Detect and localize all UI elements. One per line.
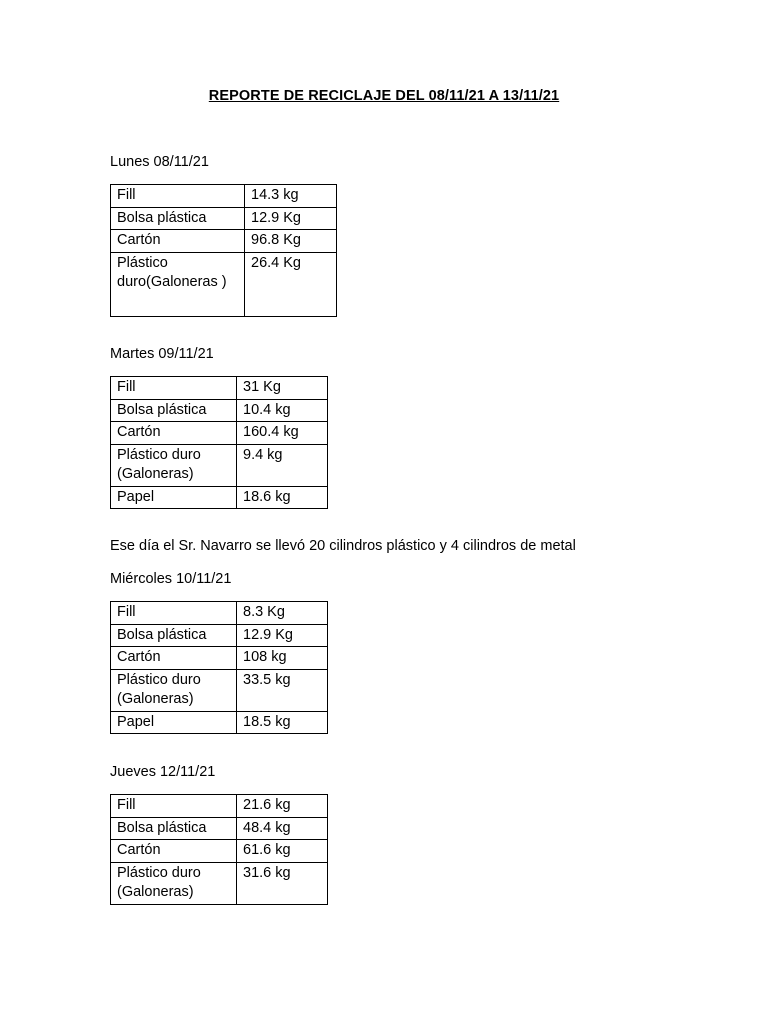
table-row bbox=[111, 647, 328, 670]
table-row bbox=[111, 669, 328, 711]
weight-cell: 31.6 kg bbox=[237, 862, 328, 904]
day-section-lunes bbox=[110, 153, 337, 317]
table-row bbox=[111, 862, 328, 904]
material-cell: Bolsa plástica bbox=[111, 817, 237, 840]
table-row bbox=[111, 230, 337, 253]
recycling-table bbox=[110, 376, 328, 509]
table-row bbox=[111, 624, 328, 647]
weight-cell: 9.4 kg bbox=[237, 444, 328, 486]
material-cell: Fill bbox=[111, 602, 237, 625]
day-section-jueves bbox=[110, 763, 328, 905]
recycling-table bbox=[110, 601, 328, 734]
weight-cell: 48.4 kg bbox=[237, 817, 328, 840]
table-row bbox=[111, 817, 328, 840]
table-row bbox=[111, 711, 328, 734]
table-row bbox=[111, 185, 337, 208]
weight-cell: 12.9 Kg bbox=[245, 207, 337, 230]
material-cell: Cartón bbox=[111, 840, 237, 863]
material-cell: Papel bbox=[111, 486, 237, 509]
material-cell: Papel bbox=[111, 711, 237, 734]
day-section-miercoles bbox=[110, 570, 328, 734]
material-cell: Cartón bbox=[111, 422, 237, 445]
weight-cell: 26.4 Kg bbox=[245, 252, 337, 316]
weight-cell: 21.6 kg bbox=[237, 795, 328, 818]
weight-cell: 10.4 kg bbox=[237, 399, 328, 422]
day-heading: Martes 09/11/21 bbox=[110, 346, 214, 362]
material-cell: Fill bbox=[111, 795, 237, 818]
material-cell: Cartón bbox=[111, 647, 237, 670]
weight-cell: 18.5 kg bbox=[237, 711, 328, 734]
table-row bbox=[111, 252, 337, 316]
weight-cell: 31 Kg bbox=[237, 377, 328, 400]
recycling-table bbox=[110, 184, 337, 317]
material-cell: Plástico duro (Galoneras) bbox=[111, 862, 237, 904]
table-row bbox=[111, 377, 328, 400]
table-row bbox=[111, 207, 337, 230]
table-row bbox=[111, 795, 328, 818]
note-text: Ese día el Sr. Navarro se llevó 20 cilindros plástico y 4 cilindros de metal bbox=[110, 538, 576, 554]
weight-cell: 33.5 kg bbox=[237, 669, 328, 711]
day-heading: Miércoles 10/11/21 bbox=[110, 571, 232, 587]
material-cell: Plástico duro(Galoneras ) bbox=[111, 252, 245, 316]
report-title: REPORTE DE RECICLAJE DEL 08/11/21 A 13/11/21 bbox=[208, 88, 560, 104]
weight-cell: 160.4 kg bbox=[237, 422, 328, 445]
table-row bbox=[111, 399, 328, 422]
table-row bbox=[111, 486, 328, 509]
table-row bbox=[111, 444, 328, 486]
day-heading: Jueves 12/11/21 bbox=[110, 764, 216, 780]
day-section-martes bbox=[110, 345, 328, 509]
day-heading: Lunes 08/11/21 bbox=[110, 154, 209, 170]
material-cell: Fill bbox=[111, 185, 245, 208]
weight-cell: 18.6 kg bbox=[237, 486, 328, 509]
weight-cell: 12.9 Kg bbox=[237, 624, 328, 647]
weight-cell: 108 kg bbox=[237, 647, 328, 670]
material-cell: Bolsa plástica bbox=[111, 624, 237, 647]
material-cell: Plástico duro (Galoneras) bbox=[111, 669, 237, 711]
table-row bbox=[111, 422, 328, 445]
table-row bbox=[111, 840, 328, 863]
material-cell: Bolsa plástica bbox=[111, 399, 237, 422]
material-cell: Cartón bbox=[111, 230, 245, 253]
material-cell: Fill bbox=[111, 377, 237, 400]
material-cell: Plástico duro (Galoneras) bbox=[111, 444, 237, 486]
material-cell: Bolsa plástica bbox=[111, 207, 245, 230]
weight-cell: 8.3 Kg bbox=[237, 602, 328, 625]
weight-cell: 14.3 kg bbox=[245, 185, 337, 208]
weight-cell: 61.6 kg bbox=[237, 840, 328, 863]
recycling-table bbox=[110, 794, 328, 905]
table-row bbox=[111, 602, 328, 625]
weight-cell: 96.8 Kg bbox=[245, 230, 337, 253]
